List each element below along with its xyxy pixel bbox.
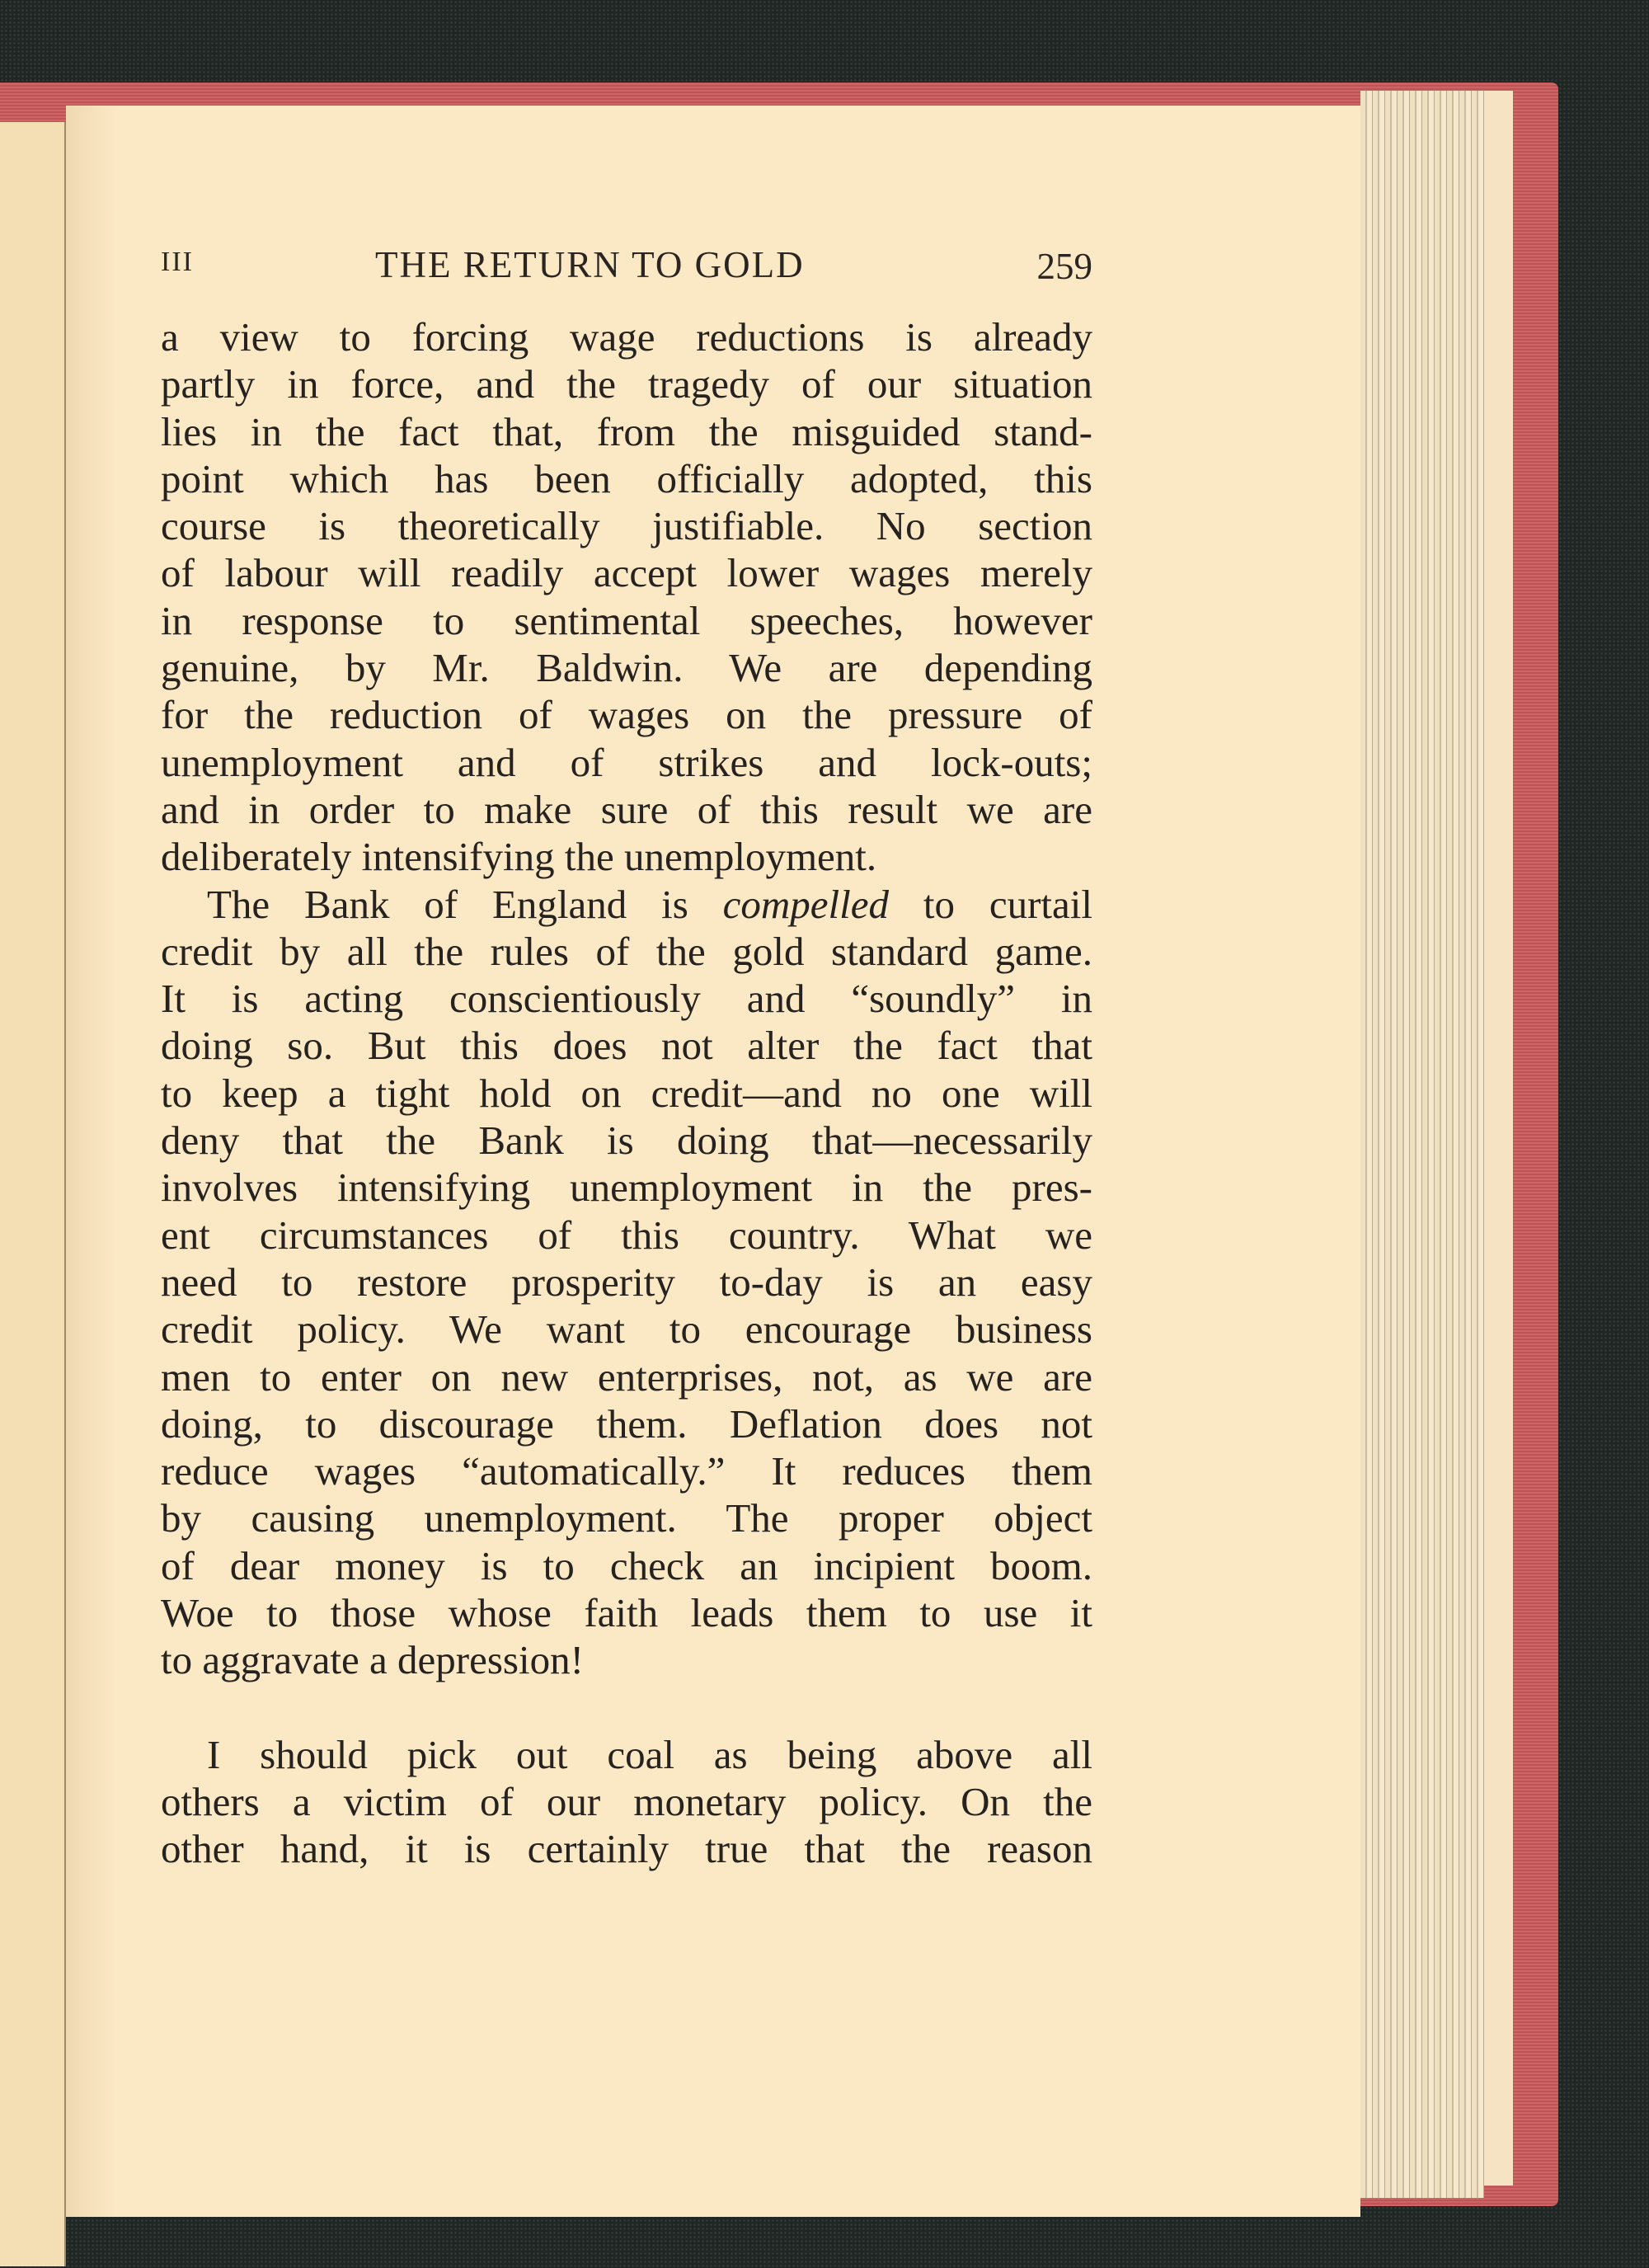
text-line: to aggravate a depression! (161, 1637, 584, 1683)
text-line: other hand, it is certainly true that the reason (161, 1826, 1092, 1872)
page-block-edges (1360, 91, 1484, 2198)
text-line: It is acting conscientiously and “soundly” in (161, 976, 1092, 1022)
text-line: others a victim of our monetary policy. On the (161, 1778, 1092, 1824)
text-line: in response to sentimental speeches, however (161, 597, 1092, 643)
paragraph-2 (161, 881, 1092, 1684)
text-line (161, 881, 1092, 928)
text-line: reduce wages “automatically.” It reduces them (161, 1448, 1092, 1494)
paragraph-1 (161, 313, 1092, 881)
text-line: point which has been officially adopted, this (161, 455, 1092, 501)
text-line: a view to forcing wage reductions is already (161, 314, 1092, 360)
text-line: for the reduction of wages on the pressure of (161, 692, 1092, 738)
text-line: doing so. But this does not alter the fact that (161, 1023, 1092, 1069)
text-line: deny that the Bank is doing that—necessarily (161, 1118, 1092, 1164)
text-line: deliberately intensifying the unemployment. (161, 834, 877, 880)
text-line: credit policy. We want to encourage business (161, 1306, 1092, 1353)
text-line: and in order to make sure of this result we are (161, 786, 1092, 832)
body-text (161, 313, 1092, 1873)
text-line: ent circumstances of this country. What we (161, 1212, 1092, 1258)
text-line: Woe to those whose faith leads them to use it (161, 1590, 1092, 1636)
text-line: credit by all the rules of the gold standard game. (161, 928, 1092, 974)
text-run: to curtail (889, 881, 1093, 927)
running-head (161, 243, 1092, 293)
text-line: lies in the fact that, from the misguided stand- (161, 408, 1092, 454)
text-line: of labour will readily accept lower wages merely (161, 550, 1092, 596)
text-run: The Bank of England is (207, 881, 723, 927)
text-line: need to restore prosperity to-day is an easy (161, 1259, 1092, 1305)
text-line: of dear money is to check an incipient boom. (161, 1542, 1092, 1588)
text-line: genuine, by Mr. Baldwin. We are depending (161, 645, 1092, 691)
page-number: 259 (1036, 246, 1092, 287)
text-line: to keep a tight hold on credit—and no one will (161, 1070, 1092, 1116)
running-title: THE RETURN TO GOLD (375, 244, 805, 285)
chapter-number: III (161, 247, 194, 277)
text-line: by causing unemployment. The proper object (161, 1495, 1092, 1541)
emphasis: compelled (722, 881, 890, 927)
text-line: I should pick out coal as being above all (207, 1731, 1092, 1777)
text-line: course is theoretically justifiable. No section (161, 503, 1092, 549)
text-line: men to enter on new enterprises, not, as we are (161, 1353, 1092, 1400)
section-gap (161, 1684, 1092, 1731)
page-block-fore-edge (1484, 91, 1513, 2186)
paragraph-3 (161, 1731, 1092, 1873)
facing-page-edge (0, 122, 66, 2266)
text-line: doing, to discourage them. Deflation does not (161, 1400, 1092, 1447)
text-line: unemployment and of strikes and lock-outs; (161, 739, 1092, 785)
text-line: involves intensifying unemployment in the pres- (161, 1165, 1092, 1211)
text-line: partly in force, and the tragedy of our situation (161, 361, 1092, 407)
